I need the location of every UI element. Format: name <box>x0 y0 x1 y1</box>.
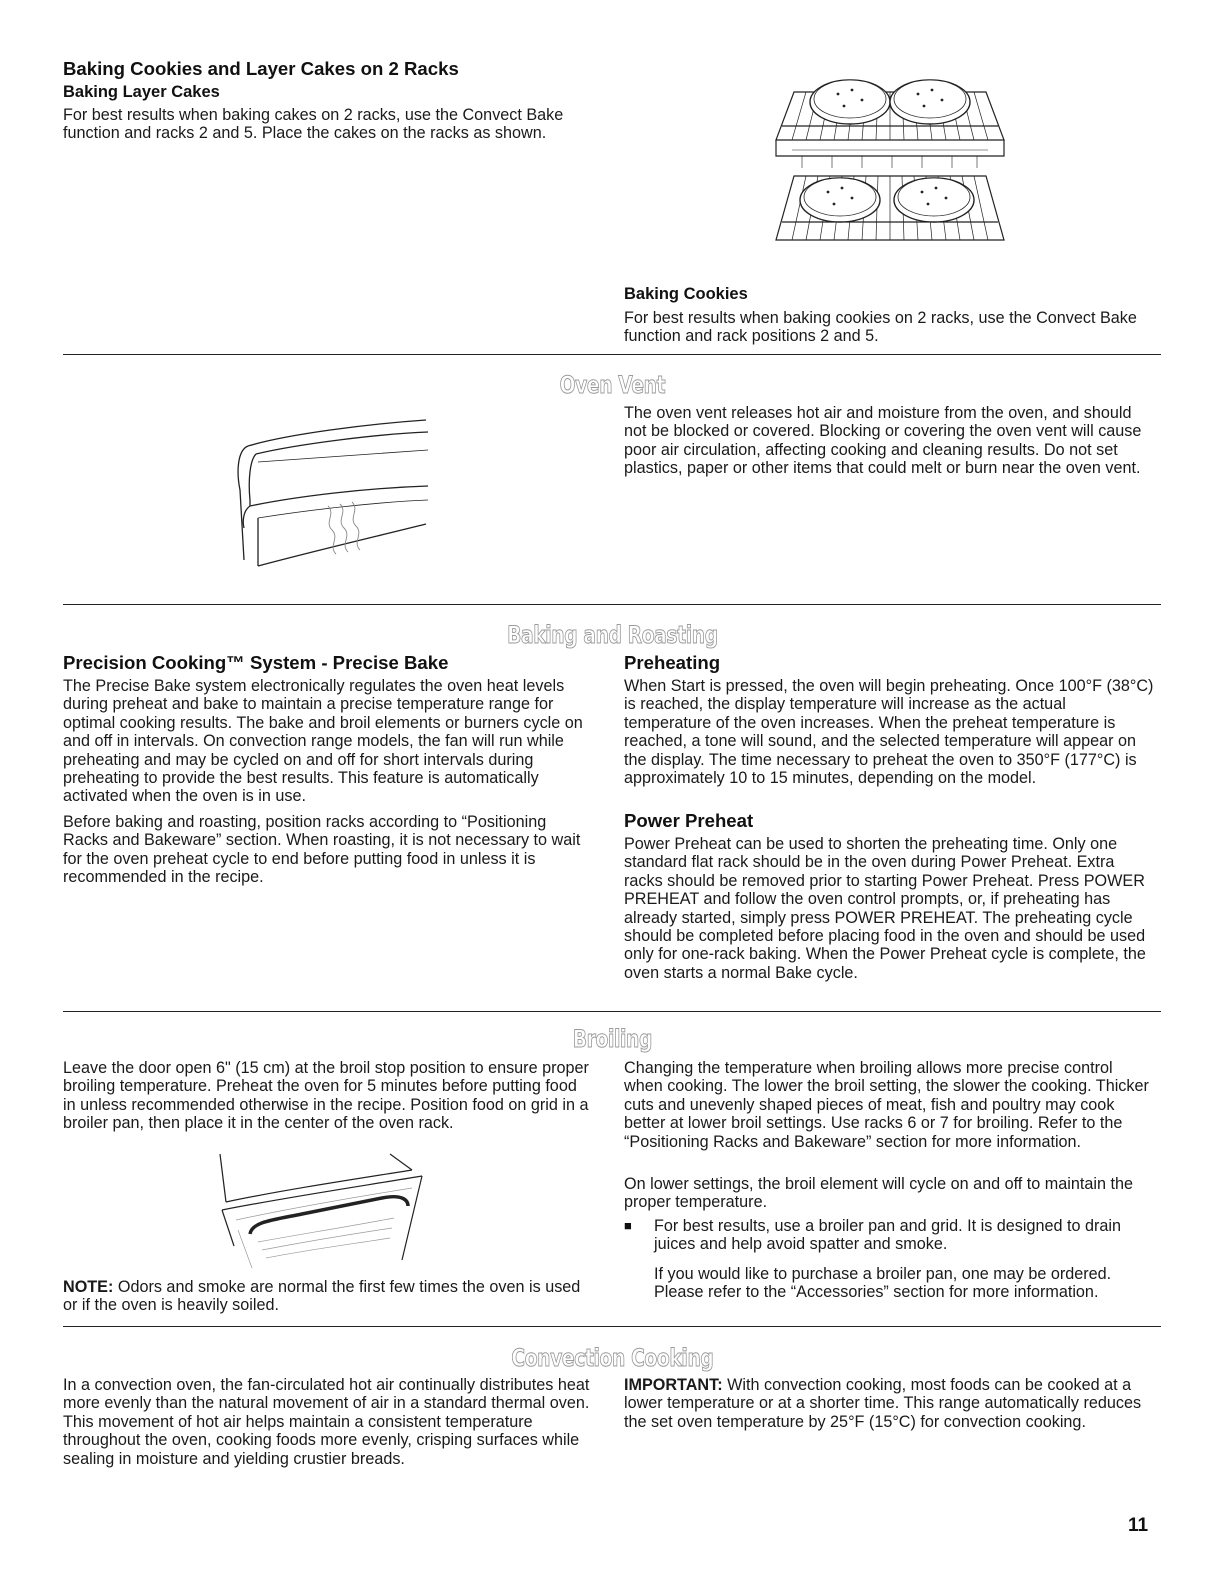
broiling-accessories-text: If you would like to purchase a broiler pan, one may be ordered. Please refer to the “Accessories” section for more information. <box>654 1265 1112 1302</box>
precise-bake-paragraph-2: Before baking and roasting, position racks according to “Positioning Racks and Bakeware” section. When roasting, it is not necessary to wait for the oven preheat cycle to end before putting food in unless it is recommended in the recipe. <box>63 813 581 887</box>
bullet-text: For best results, use a broiler pan and grid. It is designed to drain juices and help avoid spatter and smoke. <box>654 1217 1121 1254</box>
important-text: With convection cooking, most foods can be cooked at a lower temperature or at a shorter time. This range automatically reduces the set oven temperature by 25°F (15°C) for convection cooking. <box>624 1376 1142 1431</box>
subheading-power-preheat: Power Preheat <box>624 810 754 831</box>
divider <box>63 604 1161 605</box>
divider <box>63 354 1161 355</box>
square-bullet-icon: ■ <box>624 1218 632 1233</box>
divider <box>63 1326 1161 1327</box>
important-label: IMPORTANT: <box>624 1376 723 1394</box>
subheading-baking-cookies: Baking Cookies <box>624 285 748 303</box>
broiling-bullet-item <box>624 1217 1154 1254</box>
preheating-paragraph: When Start is pressed, the oven will begin preheating. Once 100°F (38°C) is reached, the display temperature will increase as the actual temperature of the oven increases. When the preheat temperature is reached, a tone will sound, and the selected temperature will appear on the display. The time necessary to preheat the oven to 350°F (177°C) is approximately 10 to 15 minutes, depending on the model. <box>624 677 1154 788</box>
note-text: Odors and smoke are normal the first few times the oven is used or if the oven is heavily soiled. <box>63 1278 581 1315</box>
section-title-broiling: Broiling <box>572 1025 652 1053</box>
broil-door-illustration <box>212 1150 432 1272</box>
subheading-precise-bake: Precision Cooking™ System - Precise Bake <box>63 652 449 673</box>
subheading-preheating: Preheating <box>624 652 721 673</box>
broiling-right-paragraph: Changing the temperature when broiling allows more precise control when cooking. The lower the broil setting, the slower the cooking. Thicker cuts and unevenly shaped pieces of meat, fish and poultry may cook better at lower broil settings. Use racks 6 or 7 for broiling. Refer to the “Positioning Racks and Bakeware” section for more information. <box>624 1059 1149 1151</box>
page-number: 11 <box>1128 1515 1149 1536</box>
convection-important-paragraph <box>624 1376 1154 1431</box>
precise-bake-paragraph: The Precise Bake system electronically regulates the oven heat levels during preheat and bake to maintain a precise temperature range for optimal cooking results. The bake and broil elements or burners cycle on and off in intervals. On convection range models, the fan will run while preheating and may be cycled on and off for short intervals during preheating to provide the best results. This feature is automatically activated when the oven is in use. <box>63 677 583 806</box>
convection-left-paragraph: In a convection oven, the fan-circulated hot air continually distributes heat more evenly than the natural movement of air in a standard thermal oven. This movement of hot air helps maintain a consistent temperature throughout the oven, cooking foods more evenly, crisping surfaces while sealing in moisture and yielding crustier breads. <box>63 1376 590 1468</box>
baking-cookies-paragraph: For best results when baking cookies on 2 racks, use the Convect Bake function and rack positions 2 and 5. <box>624 309 1137 346</box>
section-title-convection: Convection Cooking <box>511 1344 714 1372</box>
note-label: NOTE: <box>63 1278 114 1296</box>
broiling-note <box>63 1278 593 1315</box>
divider <box>63 1011 1161 1012</box>
section-heading-two-racks: Baking Cookies and Layer Cakes on 2 Racks <box>63 58 459 79</box>
two-racks-cakes-illustration <box>772 72 1008 248</box>
broiling-right-paragraph-2: On lower settings, the broil element will cycle on and off to maintain the proper temperature. <box>624 1175 1133 1212</box>
section-title-baking-roasting: Baking and Roasting <box>507 621 718 649</box>
layer-cakes-paragraph: For best results when baking cakes on 2 racks, use the Convect Bake function and racks 2 and 5. Place the cakes on the racks as shown. <box>63 106 564 143</box>
oven-vent-illustration <box>228 410 438 570</box>
broiling-left-paragraph: Leave the door open 6" (15 cm) at the broil stop position to ensure proper broiling temperature. Preheat the oven for 5 minutes before putting food in unless recommended otherwise in the recipe. Position food on grid in a broiler pan, then place it in the center of the oven rack. <box>63 1059 589 1133</box>
oven-vent-paragraph: The oven vent releases hot air and moisture from the oven, and should not be blocked or covered. Blocking or covering the oven vent will cause poor air circulation, affecting cooking and cleaning results. Do not set plastics, paper or other items that could melt or burn near the oven vent. <box>624 404 1142 478</box>
subheading-layer-cakes: Baking Layer Cakes <box>63 83 220 101</box>
section-title-oven-vent: Oven Vent <box>559 371 666 399</box>
power-preheat-paragraph: Power Preheat can be used to shorten the preheating time. Only one standard flat rack should be in the oven during Power Preheat. Extra racks should be removed prior to starting Power Preheat. Press POWER PREHEAT and follow the oven control prompts, or, if preheating has already started, simply press POWER PREHEAT. The preheating cycle should be completed before placing food in the oven and should be used only for one-rack baking. When the Power Preheat cycle is complete, the oven starts a normal Bake cycle. <box>624 835 1146 982</box>
